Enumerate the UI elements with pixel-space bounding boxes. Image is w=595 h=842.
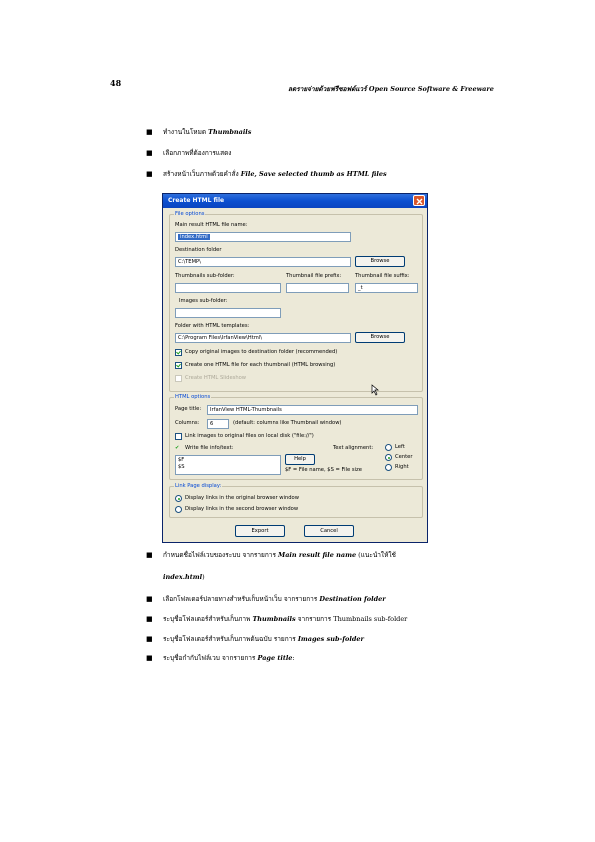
align-right-label: Right: [395, 464, 409, 470]
export-button[interactable]: Export: [235, 525, 285, 537]
page-title-input[interactable]: IrfanView HTML-Thumbnails: [207, 405, 418, 415]
html-options-legend: HTML options: [175, 394, 211, 400]
original-window-label: Display links in the original browser window: [185, 495, 299, 501]
link-display-legend: Link Page display:: [175, 483, 222, 489]
dialog-title: Create HTML file: [168, 197, 225, 204]
template-folder-label: Folder with HTML templates:: [175, 323, 250, 329]
template-folder-input[interactable]: C:\Program Files\IrfanView\Html\: [175, 333, 351, 343]
bullet-icon: ■: [146, 615, 153, 623]
thumb-suffix-input[interactable]: _t: [355, 283, 418, 293]
html-per-thumb-label: Create one HTML file for each thumbnail (HTML browsing): [185, 362, 336, 368]
link-display-group: [169, 483, 423, 518]
html-options-group: [169, 394, 423, 480]
columns-input[interactable]: 6: [207, 419, 229, 429]
mouse-cursor-icon: [371, 384, 379, 396]
close-icon: [416, 198, 423, 205]
help-note: $F = File name, $S = File size: [285, 467, 362, 473]
images-subfolder-label: Images sub-folder:: [179, 298, 228, 304]
main-file-label: Main result HTML file name:: [175, 222, 248, 228]
align-right-radio[interactable]: [385, 464, 392, 471]
bullet-icon: ■: [146, 595, 153, 603]
bullet-icon: ■: [146, 654, 153, 662]
text-alignment-label: Text alignment:: [333, 445, 374, 451]
link-local-checkbox[interactable]: [175, 433, 182, 440]
copy-images-checkbox[interactable]: [175, 349, 182, 356]
file-info-textarea[interactable]: $F $S: [175, 455, 281, 475]
images-subfolder-input[interactable]: [175, 308, 281, 318]
write-info-check-icon[interactable]: ✔: [175, 445, 180, 451]
columns-label: Columns:: [175, 420, 200, 426]
help-button[interactable]: Help: [285, 454, 315, 465]
page-header: ลดรายจ่ายด้วยฟรีซอฟต์แวร์ Open Source Software & Freeware: [288, 85, 494, 93]
columns-note: (default: columns like Thumbnail window): [233, 420, 342, 426]
bullet-icon: ■: [146, 635, 153, 643]
cancel-button[interactable]: Cancel: [304, 525, 354, 537]
slideshow-checkbox[interactable]: [175, 375, 182, 382]
align-left-radio[interactable]: [385, 444, 392, 451]
file-options-legend: File options: [175, 211, 205, 217]
file-options-group: [169, 211, 423, 392]
slideshow-label: Create HTML Slideshow: [185, 375, 247, 381]
dialog-title-bar[interactable]: [163, 194, 427, 208]
second-window-label: Display links in the second browser window: [185, 506, 299, 512]
thumb-subfolder-label: Thumbnails sub-folder:: [175, 273, 235, 279]
browse-destination-button[interactable]: Browse: [355, 256, 405, 267]
bullet-icon: ■: [146, 170, 153, 178]
create-html-dialog: [162, 193, 428, 543]
browse-template-button[interactable]: Browse: [355, 332, 405, 343]
align-center-label: Center: [395, 454, 413, 460]
align-left-label: Left: [395, 444, 405, 450]
thumb-suffix-label: Thumbnail file suffix:: [355, 273, 410, 279]
align-center-radio[interactable]: [385, 454, 392, 461]
close-button[interactable]: [413, 195, 425, 206]
thumb-subfolder-input[interactable]: [175, 283, 281, 293]
second-window-radio[interactable]: [175, 506, 182, 513]
bullet-icon: ■: [146, 149, 153, 157]
page-number: 48: [110, 78, 122, 88]
original-window-radio[interactable]: [175, 495, 182, 502]
page-title-label: Page title:: [175, 406, 202, 412]
link-local-label: Link images to original files on local disk ("file://"): [185, 433, 314, 439]
thumb-prefix-label: Thumbnail file prefix:: [286, 273, 342, 279]
destination-input[interactable]: C:\TEMP\: [175, 257, 351, 267]
bullet-icon: ■: [146, 551, 153, 559]
thumb-prefix-input[interactable]: [286, 283, 349, 293]
destination-label: Destination folder: [175, 247, 222, 253]
bullet-icon: ■: [146, 128, 153, 136]
html-per-thumb-checkbox[interactable]: [175, 362, 182, 369]
write-info-label: Write file info/text:: [185, 445, 234, 451]
copy-images-label: Copy original images to destination folder (recommended): [185, 349, 338, 355]
main-file-input[interactable]: index.html: [175, 232, 351, 242]
